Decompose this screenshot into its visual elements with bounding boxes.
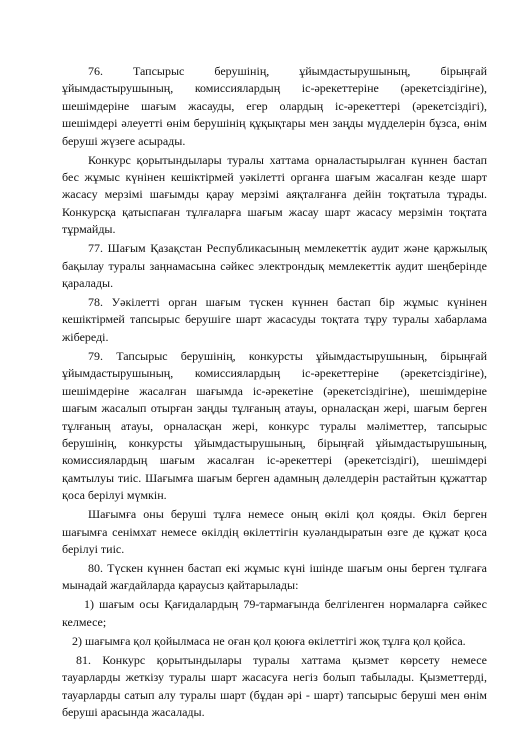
paragraph-80-item-1: 1) шағым осы Қағидалардың 79-тармағында белгіленген нормаларға сәйкес келмесе; [62,597,487,629]
paragraph-80-item-2: 2) шағымға қол қойылмаса не оған қол қоюға өкілеттігі жоқ тұлға қол қойса. [72,633,466,648]
paragraph-79-signature: Шағымға оны беруші тұлға немесе оның өкілі қол қояды. Өкіл берген шағымға сенімхат немесе өкілдің өкілеттігін куәландыратын өзге де құжат қоса берілуі тиіс. [62,507,487,556]
paragraph-78: 78. Уәкілетті орган шағым түскен күннен бастап бір жұмыс күнінен кешіктірмей тапсырыс берушіге шарт жасасуды тоқтата тұру туралы хабарлама жібереді. [62,295,487,344]
paragraph-79: 79. Тапсырыс берушінің, конкурсты ұйымдастырушының, бірыңғай ұйымдастырушының, комиссиялардың іс-әрекеттеріне (әрекетсіздігіне), шешімдеріне жасалған шағымда іс-әрекетіне (әрекетсіздігіне), шешімдеріне шағым жасалып отырған заңды тұлғаның атауы, орналасқан жері, шағым берген тұлғаның атауы, орналасқан жері, конкурс туралы мәліметтер, тапсырыс берушінің, конкурсты ұйымдастырушының, бірыңғай ұйымдастырушының, комиссиялардың шағым жасалған іс-әрекеттері (әрекетсіздігі), шешімдері қамтылуы тиіс. Шағымға шағым берген адамның дәлелдерін растайтын құжаттар қоса берілуі мүмкін. [62,348,487,503]
document-body [62,63,487,723]
paragraph-76-protocol: Конкурс қорытындылары туралы хаттама орналастырылған күннен бастап бес жұмыс күнінен кешіктірмей уәкілетті органға шағым жасалған кезде шарт жасасу мерзімі шағымды қарау мерзімі аяқталғанға дейін тоқтатыла тұрады. Конкурсқа қатыспаған тұлғаларға шағым жасау шарт жасасу мерзімін тоқтата тұрмайды. [62,152,487,237]
paragraph-81: 81. Конкурс қорытындылары туралы хаттама қызмет көрсету немесе тауарларды жеткізу туралы шарт жасасуға негіз болып табылады. Қызметтерді, тауарларды сатып алу туралы шарт (бұдан әрі - шарт) тапсырыс беруші мен өнім беруші арасында жасалады. [62,652,487,719]
paragraph-80: 80. Түскен күннен бастап екі жұмыс күні ішінде шағым оны берген тұлғаға мынадай жағдайларда қараусыз қайтарылады: [62,560,487,593]
paragraph-77: 77. Шағым Қазақстан Республикасының мемлекеттік аудит және қаржылық бақылау туралы заңнамасына сәйкес электрондық мемлекеттік аудит шеңберінде қаралады. [62,241,487,291]
paragraph-76: 76. Тапсырыс берушінің, ұйымдастырушының, бірыңғай ұйымдастырушының, комиссиялардың іс-әрекеттеріне (әрекетсіздігіне), шешімдеріне шағым жасауды, егер олардың іс-әрекеттері (әрекетсіздігі), шешімдері әлеуетті өнім берушінің құқықтары мен заңды мүдделерін бұзса, өнім беруші жүзеге асырады. [62,64,487,148]
